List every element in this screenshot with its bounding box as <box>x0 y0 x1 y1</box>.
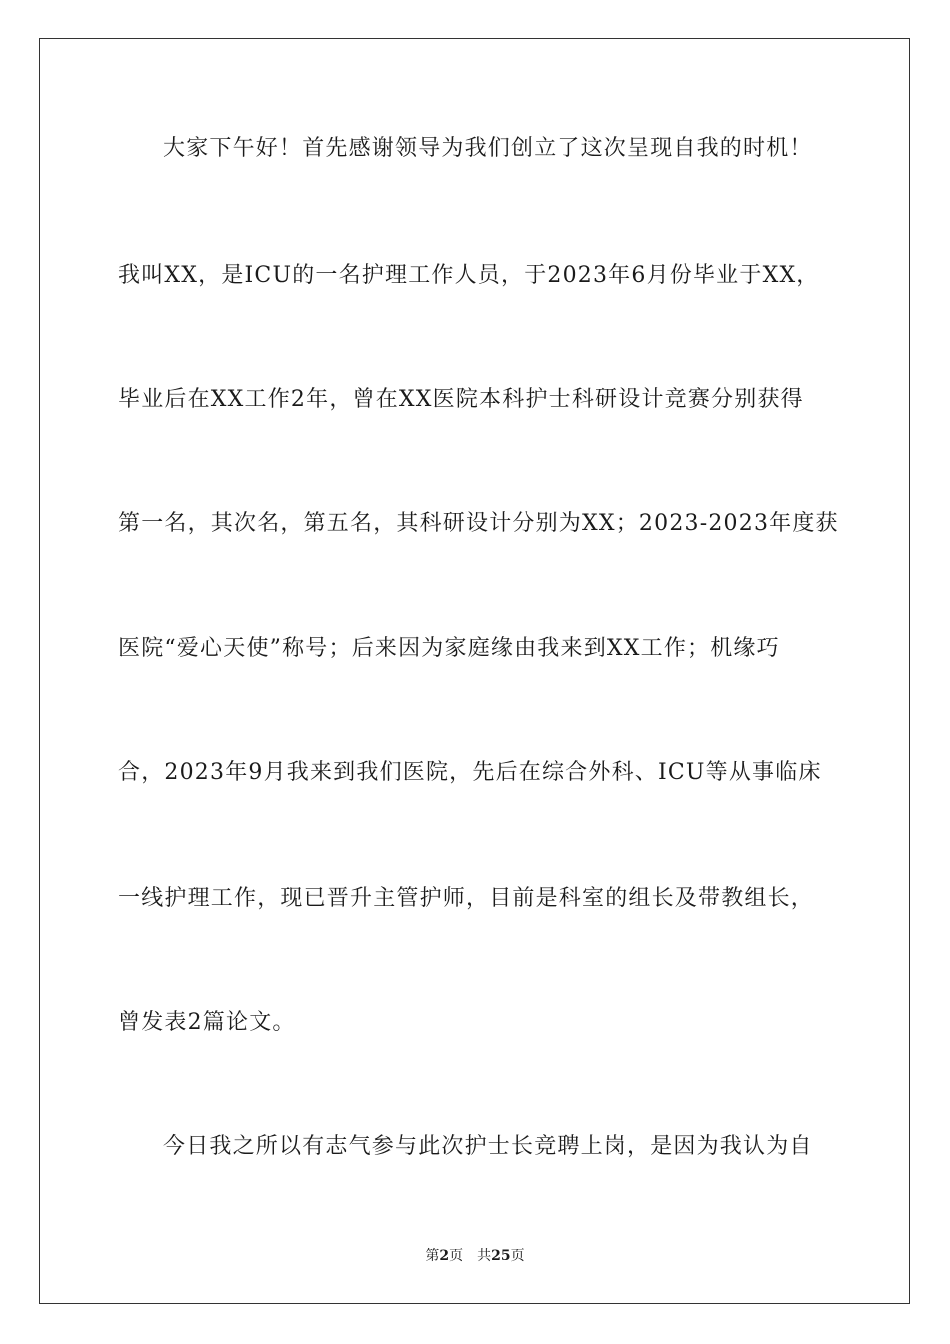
paragraph-line-8: 曾发表2篇论文。 <box>118 1010 296 1035</box>
paragraph-line-2: 我叫XX，是ICU的一名护理工作人员，于2023年6月份毕业于XX， <box>118 263 820 288</box>
paragraph-line-6: 合，2023年9月我来到我们医院，先后在综合外科、ICU等从事临床 <box>118 760 822 785</box>
paragraph-line-7: 一线护理工作，现已晋升主管护师，目前是科室的组长及带教组长， <box>118 886 815 911</box>
footer-total-prefix: 共 <box>477 1248 492 1264</box>
paragraph-line-4: 第一名，其次名，第五名，其科研设计分别为XX；2023-2023年度获 <box>118 511 839 536</box>
footer-total-suffix: 页 <box>510 1248 525 1264</box>
footer-total-number: 25 <box>491 1248 511 1264</box>
page-footer <box>0 1246 950 1266</box>
paragraph-line-3: 毕业后在XX工作2年，曾在XX医院本科护士科研设计竞赛分别获得 <box>118 387 804 412</box>
paragraph-line-9: 今日我之所以有志气参与此次护士长竞聘上岗，是因为我认为自 <box>163 1134 813 1159</box>
footer-page-suffix: 页 <box>449 1248 464 1264</box>
paragraph-line-5: 医院“爱心天使”称号；后来因为家庭缘由我来到XX工作；机缘巧 <box>118 636 780 661</box>
page-border <box>39 38 910 1304</box>
footer-page-prefix: 第 <box>425 1248 440 1264</box>
paragraph-line-1: 大家下午好！首先感谢领导为我们创立了这次呈现自我的时机！ <box>163 136 813 161</box>
footer-page-number: 2 <box>439 1248 450 1264</box>
